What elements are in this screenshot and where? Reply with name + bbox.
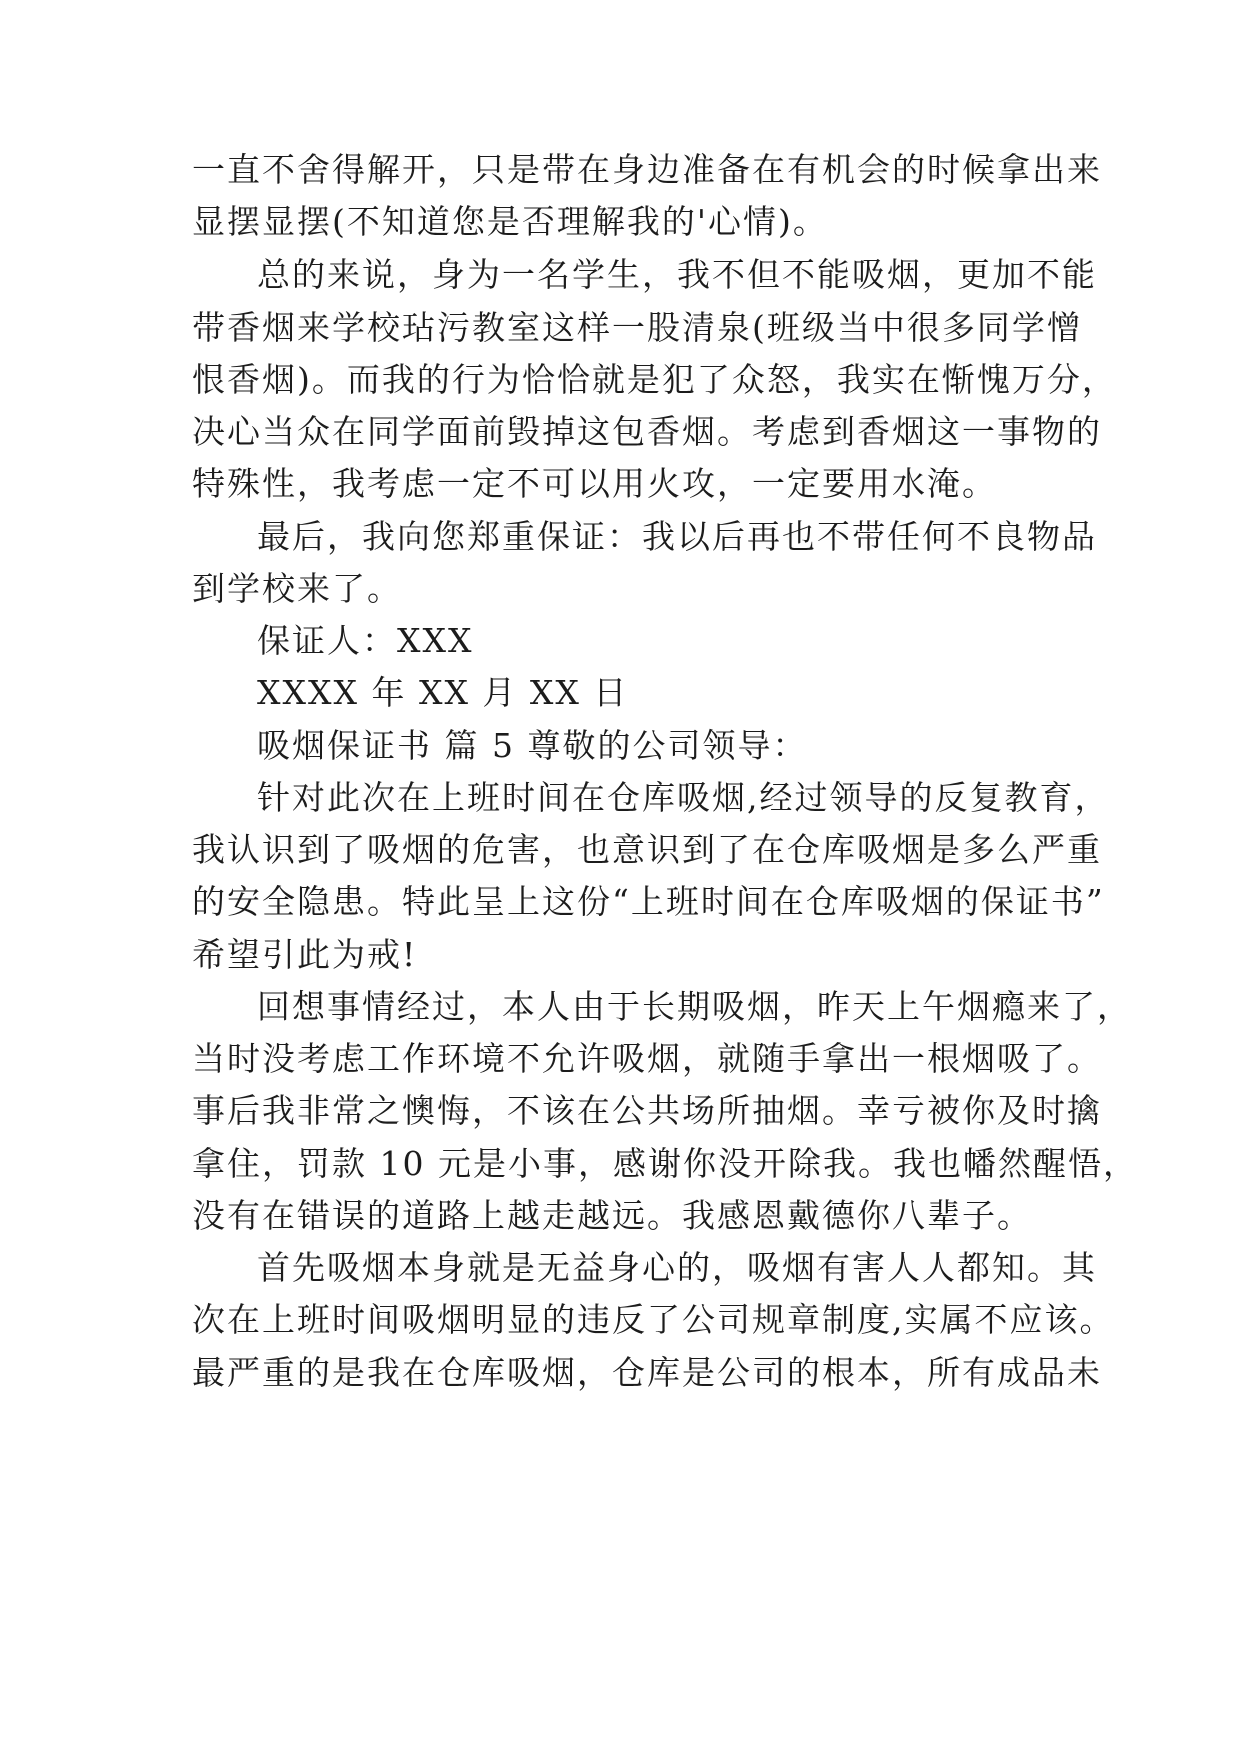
text-line: 的安全隐患。特此呈上这份“上班时间在仓库吸烟的保证书” <box>192 882 1105 921</box>
guarantor-line: 保证人：XXX <box>257 621 474 660</box>
text-line: 特殊性，我考虑一定不可以用火攻，一定要用水淹。 <box>192 464 997 503</box>
paragraph-start-line: 最后，我向您郑重保证：我以后再也不带任何不良物品 <box>257 517 1097 556</box>
text-line: 事后我非常之懊悔，不该在公共场所抽烟。幸亏被你及时擒 <box>192 1091 1102 1130</box>
paragraph-start-line: 总的来说，身为一名学生，我不但不能吸烟，更加不能 <box>257 255 1097 294</box>
date-line: XXXX 年 XX 月 XX 日 <box>257 673 629 712</box>
text-line: 到学校来了。 <box>192 569 402 608</box>
text-line: 我认识到了吸烟的危害，也意识到了在仓库吸烟是多么严重 <box>192 830 1102 869</box>
paragraph-start-line: 针对此次在上班时间在仓库吸烟,经过领导的反复教育， <box>257 778 1110 817</box>
section-heading-line: 吸烟保证书 篇 5 尊敬的公司领导： <box>257 726 808 765</box>
text-line: 没有在错误的道路上越走越远。我感恩戴德你八辈子。 <box>192 1196 1032 1235</box>
text-line: 希望引此为戒! <box>192 935 418 974</box>
text-line: 次在上班时间吸烟明显的违反了公司规章制度,实属不应该。 <box>192 1300 1115 1339</box>
text-line: 恨香烟)。而我的行为恰恰就是犯了众怒，我实在惭愧万分， <box>192 360 1117 399</box>
paragraph-start-line: 首先吸烟本身就是无益身心的，吸烟有害人人都知。其 <box>257 1248 1097 1287</box>
text-line: 当时没考虑工作环境不允许吸烟，就随手拿出一根烟吸了。 <box>192 1039 1102 1078</box>
text-line: 拿住，罚款 10 元是小事，感谢你没开除我。我也幡然醒悟， <box>192 1144 1138 1183</box>
text-line: 显摆显摆(不知道您是否理解我的'心情)。 <box>192 202 828 241</box>
paragraph-start-line: 回想事情经过，本人由于长期吸烟，昨天上午烟瘾来了， <box>257 987 1132 1026</box>
text-line: 决心当众在同学面前毁掉这包香烟。考虑到香烟这一事物的 <box>192 412 1102 451</box>
text-line: 带香烟来学校玷污教室这样一股清泉(班级当中很多同学憎 <box>192 308 1082 347</box>
text-line: 最严重的是我在仓库吸烟，仓库是公司的根本，所有成品未 <box>192 1353 1102 1392</box>
text-line: 一直不舍得解开，只是带在身边准备在有机会的时候拿出来 <box>192 150 1102 189</box>
